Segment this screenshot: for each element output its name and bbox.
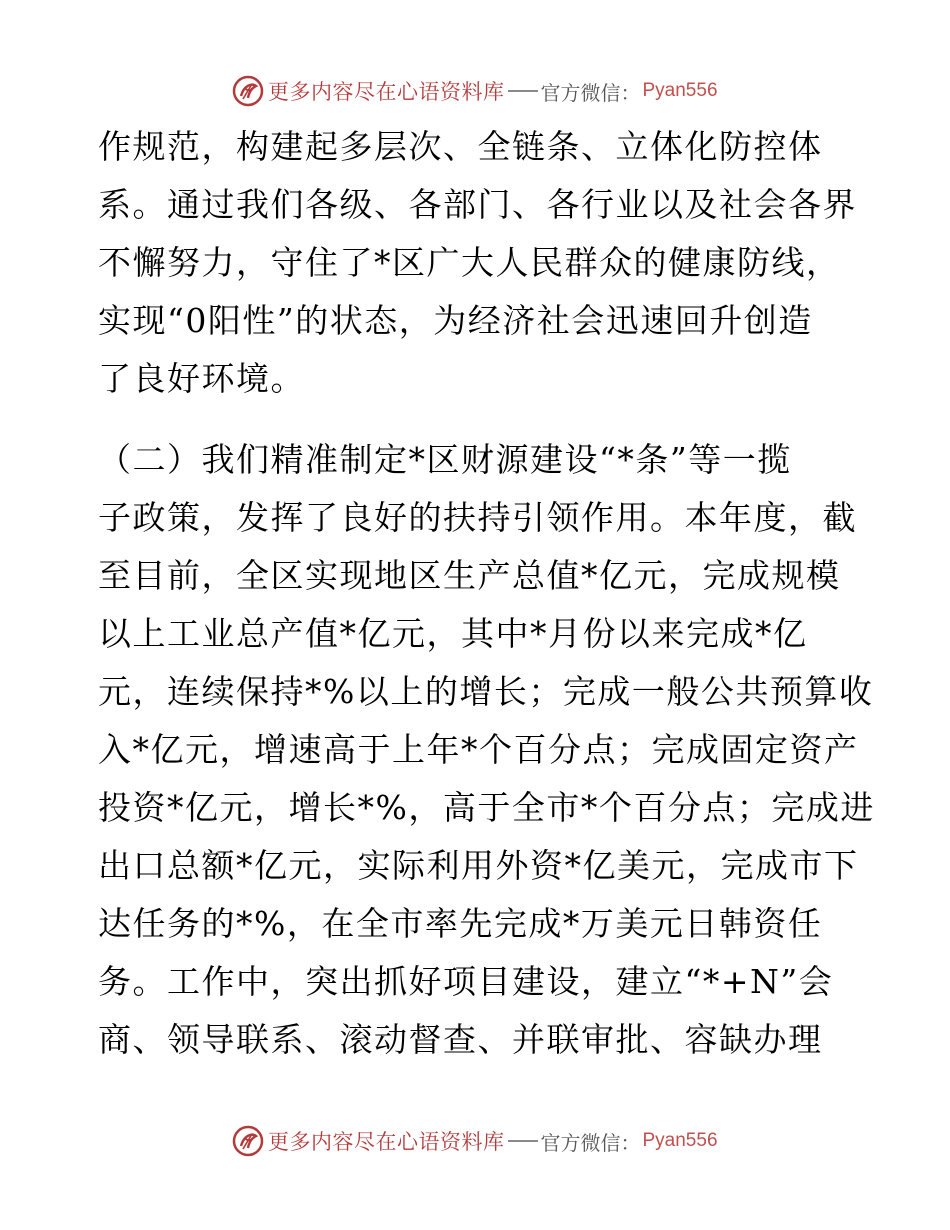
paragraph-2 <box>98 431 875 1069</box>
text-line: 实现“0阳性”的状态，为经济社会迅速回升创造 <box>98 301 813 340</box>
rose-logo-icon <box>232 75 264 107</box>
paragraph-gap <box>98 408 858 431</box>
watermark-dash <box>508 90 538 92</box>
text-line: 作规范，构建起多层次、全链条、立体化防控体 <box>98 127 823 166</box>
text-line: 投资*亿元，增长*%，高于全市*个百分点；完成进 <box>98 788 875 827</box>
watermark-site-text: 更多内容尽在心语资料库 <box>268 1130 505 1154</box>
text-line: 了良好环境。 <box>98 359 305 398</box>
text-line: 系。通过我们各级、各部门、各行业以及社会各界 <box>98 185 857 224</box>
watermark-contact-id: Pyan556 <box>642 80 718 101</box>
watermark-dash <box>508 1140 538 1142</box>
text-line: 务。工作中，突出抓好项目建设，建立“*+N”会 <box>98 962 834 1001</box>
text-line: 不懈努力，守住了*区广大人民群众的健康防线， <box>98 243 841 282</box>
rose-logo-icon <box>232 1125 264 1157</box>
text-line: 出口总额*亿元，实际利用外资*亿美元，完成市下 <box>98 846 859 885</box>
watermark-contact-id: Pyan556 <box>642 1130 718 1151</box>
text-line: 商、领导联系、滚动督查、并联审批、容缺办理 <box>98 1020 823 1059</box>
header-watermark <box>232 74 718 108</box>
watermark-contact-label: 官方微信： <box>540 80 641 105</box>
watermark-contact-label: 官方微信： <box>540 1130 641 1155</box>
paragraph-1 <box>98 118 858 408</box>
text-line: 以上工业总产值*亿元，其中*月份以来完成*亿 <box>98 614 808 653</box>
text-line: 子政策，发挥了良好的扶持引领作用。本年度，截 <box>98 498 857 537</box>
watermark-site-text: 更多内容尽在心语资料库 <box>268 80 505 104</box>
text-line: 入*亿元，增速高于上年*个百分点；完成固定资产 <box>98 730 859 769</box>
footer-watermark <box>232 1124 718 1158</box>
text-line: 达任务的*%，在全市率先完成*万美元日韩资任 <box>98 904 823 943</box>
text-line: 至目前，全区实现地区生产总值*亿元，完成规模 <box>98 556 841 595</box>
document-body <box>98 118 875 1069</box>
text-line: （二）我们精准制定*区财源建设“*条”等一揽 <box>98 440 792 479</box>
text-line: 元，连续保持*%以上的增长；完成一般公共预算收 <box>98 672 874 711</box>
